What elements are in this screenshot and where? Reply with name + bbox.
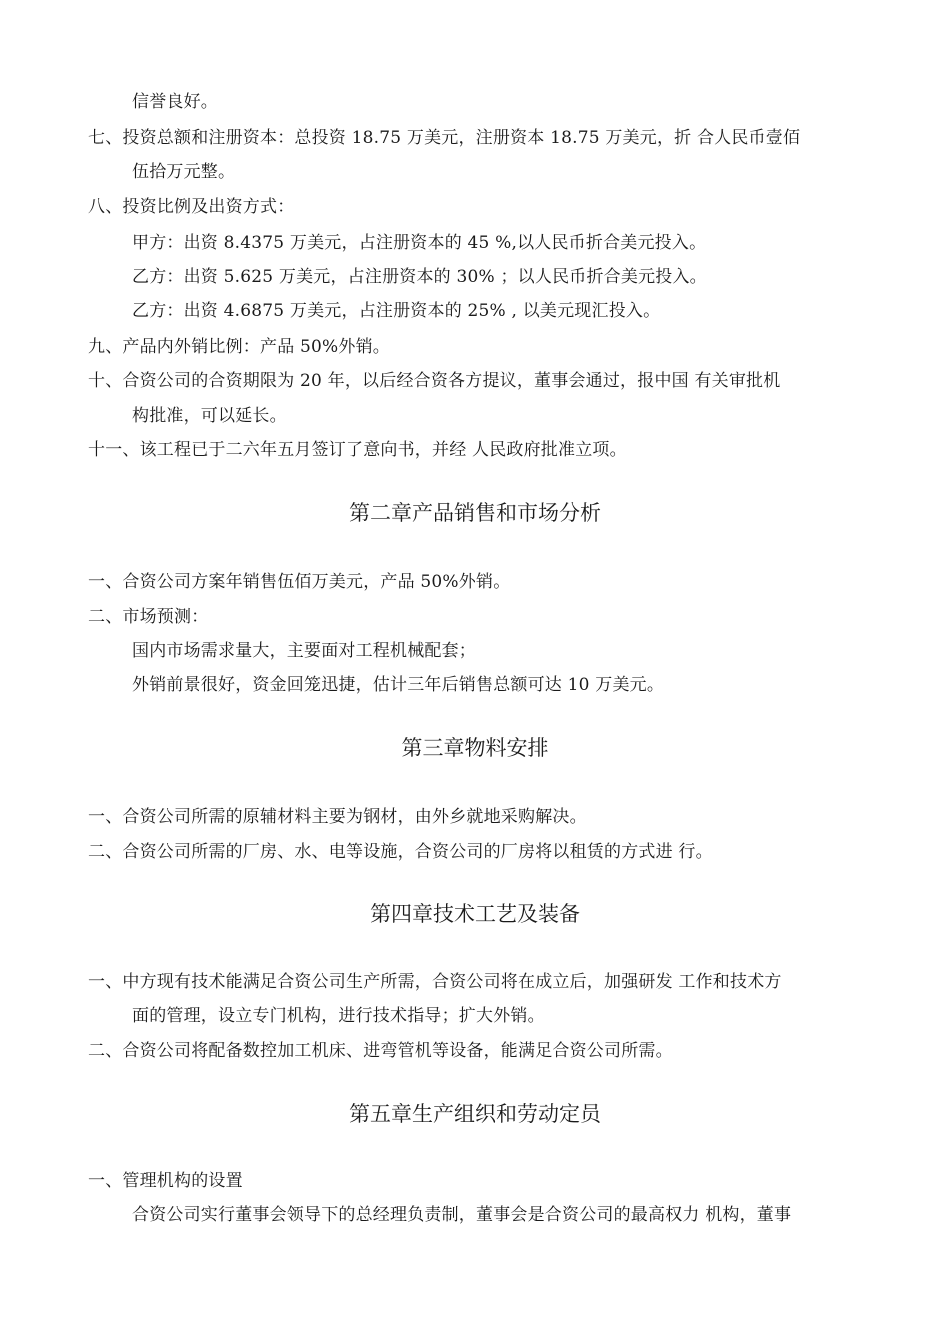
paragraph-line: 面的管理，设立专门机构，进行技术指导；扩大外销。 <box>132 1006 545 1026</box>
paragraph-line: 二、市场预测： <box>88 607 209 627</box>
chapter-heading: 第四章技术工艺及装备 <box>370 902 580 926</box>
chapter-heading: 第二章产品销售和市场分析 <box>349 501 601 525</box>
chapter-heading: 第五章生产组织和劳动定员 <box>349 1102 601 1126</box>
chapter-heading: 第三章物料安排 <box>401 736 549 760</box>
paragraph-line: 一、合资公司所需的原辅材料主要为钢材，由外乡就地采购解决。 <box>88 807 587 827</box>
paragraph-line: 一、中方现有技术能满足合资公司生产所需，合资公司将在成立后，加强研发 工作和技术方 <box>88 972 782 992</box>
paragraph-line: 合资公司实行董事会领导下的总经理负责制，董事会是合资公司的最高权力 机构，董事 <box>132 1205 792 1225</box>
paragraph-line: 外销前景很好，资金回笼迅捷，估计三年后销售总额可达 10 万美元。 <box>132 675 665 695</box>
paragraph-line: 伍拾万元整。 <box>132 162 236 182</box>
paragraph-line: 七、投资总额和注册资本：总投资 18.75 万美元，注册资本 18.75 万美元，折 合人民币壹佰 <box>88 128 801 148</box>
paragraph-line: 十、合资公司的合资期限为 20 年，以后经合资各方提议，董事会通过，报中国 有关审批机 <box>88 371 781 391</box>
paragraph-line: 八、投资比例及出资方式： <box>88 197 295 217</box>
paragraph-line: 一、合资公司方案年销售伍佰万美元，产品 50%外销。 <box>88 572 511 592</box>
paragraph-line: 信誉良好。 <box>132 92 218 112</box>
paragraph-line: 国内市场需求量大，主要面对工程机械配套； <box>132 641 476 661</box>
paragraph-line: 构批准，可以延长。 <box>132 406 287 426</box>
paragraph-line: 一、管理机构的设置 <box>88 1171 243 1191</box>
paragraph-line: 乙方：出资 4.6875 万美元，占注册资本的 25% , 以美元现汇投入。 <box>132 301 661 321</box>
paragraph-line: 十一、该工程已于二六年五月签订了意向书，并经 人民政府批准立项。 <box>88 440 627 460</box>
paragraph-line: 九、产品内外销比例：产品 50%外销。 <box>88 337 390 357</box>
paragraph-line: 二、合资公司将配备数控加工机床、进弯管机等设备，能满足合资公司所需。 <box>88 1041 673 1061</box>
paragraph-line: 二、合资公司所需的厂房、水、电等设施，合资公司的厂房将以租赁的方式进 行。 <box>88 842 713 862</box>
paragraph-line: 甲方：出资 8.4375 万美元，占注册资本的 45 %,以人民币折合美元投入。 <box>132 233 707 253</box>
paragraph-line: 乙方：出资 5.625 万美元，占注册资本的 30% ；以人民币折合美元投入。 <box>132 267 707 287</box>
